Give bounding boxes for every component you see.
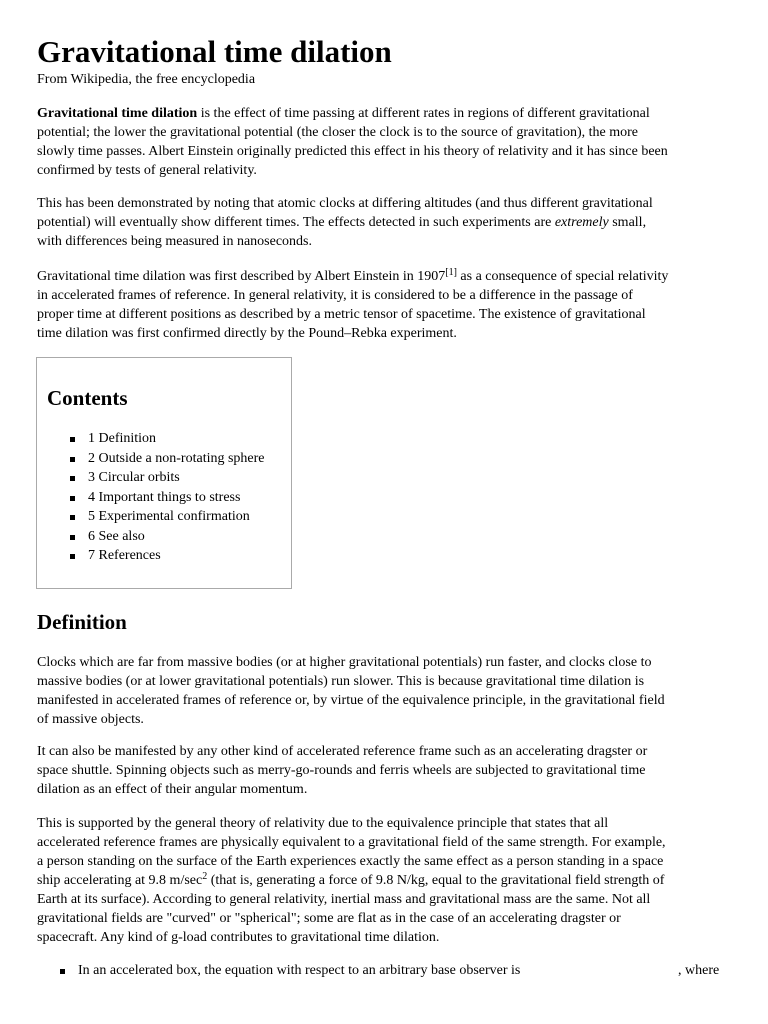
toc-item-outside-sphere[interactable]: 2 Outside a non-rotating sphere <box>70 449 265 469</box>
toc-item-see-also[interactable]: 6 See also <box>70 527 265 547</box>
toc-list <box>70 429 265 566</box>
emphasis: extremely <box>554 215 609 230</box>
table-of-contents <box>36 357 292 589</box>
definition-paragraph-3: This is supported by the general theory of relativity due to the equivalence principle that states that all accelerated reference frames are physically equivalent to a gravitational field of the same strength. For example, a person standing on the surface of the Earth experiences exactly the same effect as a person standing in a space ship accelerating at 9.8 $m/\sec^2$ (that is, generating a force of 9.8 N/kg, equal to the gravitational field strength of Earth at its surface). According to general relativity, inertial mass and gravitational mass are the same. Not all gravitational fields are "curved" or "spherical"; some are flat as in the case of an accelerating dragster or spacecraft. Any kind of g-load contributes to gravitational time dilation. <box>37 816 666 945</box>
toc-item-circular-orbits[interactable]: 3 Circular orbits <box>70 468 265 488</box>
citation-link[interactable]: [1] <box>445 267 457 278</box>
toc-item-references[interactable]: 7 References <box>70 546 265 566</box>
definition-paragraph-1: Clocks which are far from massive bodies (or at higher gravitational potentials) run faster, and clocks close to massive bodies (or at lower gravitational potentials) run slower. This is because gravitational time dilation is manifested in accelerated frames of reference or, by virtue of the equivalence principle, in the gravitational field of massive objects. <box>37 655 665 727</box>
bold-term: Gravitational time dilation <box>37 106 198 121</box>
section-heading-definition: Definition <box>37 610 127 634</box>
intro-paragraph-3: Gravitational time dilation was first described by Albert Einstein in 1907[1] as a consequence of special relativity in accelerated frames of reference. In general relativity, it is considered to be a difference in the passage of proper time at different positions as described by a metric tensor of spacetime. The existence of gravitational time dilation was first confirmed directly by the Pound–Rebka experiment. <box>37 267 669 341</box>
toc-item-definition[interactable]: 1 Definition <box>70 429 265 449</box>
toc-item-experimental[interactable]: 5 Experimental confirmation <box>70 507 265 527</box>
intro-paragraph-1: Gravitational time dilation is the effect of time passing at different rates in regions of different gravitational potential; the lower the gravitational potential (the closer the clock is to the source of gravitation), the more slowly time passes. Albert Einstein originally predicted this effect in his theory of relativity and it has since been confirmed by tests of general relativity. <box>37 106 668 178</box>
page-title: Gravitational time dilation <box>37 34 392 69</box>
superscript: 2 <box>202 871 208 882</box>
intro-paragraph-2: This has been demonstrated by noting that atomic clocks at differing altitudes (and thus different gravitational potential) will eventually show different times. The effects detected in such experiments are extremely small, with differences being measured in nanoseconds. <box>37 196 653 249</box>
definition-paragraph-2: It can also be manifested by any other kind of accelerated reference frame such as an accelerating dragster or space shuttle. Spinning objects such as merry-go-rounds and ferris wheels are subjected to gravitational time dilation as an effect of their angular momentum. <box>37 744 648 797</box>
page-subtitle: From Wikipedia, the free encyclopedia <box>37 72 256 87</box>
list-item: In an accelerated box, the equation with respect to an arbitrary base observer is , where <box>60 961 738 980</box>
toc-title: Contents <box>47 386 128 410</box>
toc-item-important-things[interactable]: 4 Important things to stress <box>70 488 265 508</box>
